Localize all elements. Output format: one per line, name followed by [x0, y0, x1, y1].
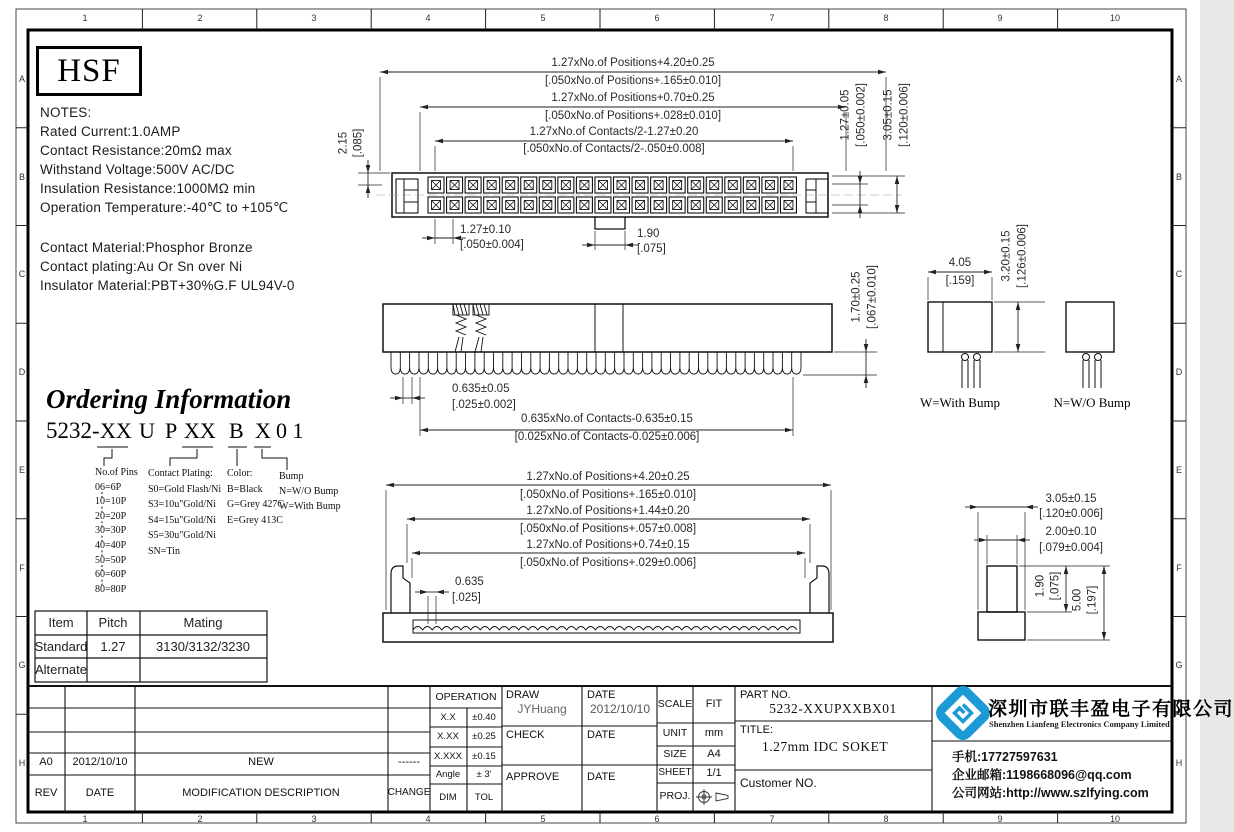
- dim-label: 0.635xNo.of Contacts-0.635±0.15: [521, 413, 693, 425]
- frame-col: 4: [425, 814, 431, 824]
- pn-part-plating: XX: [184, 418, 216, 443]
- dim-label: [.050±0.004]: [460, 239, 524, 251]
- color-item: E=Grey 413C: [227, 514, 283, 526]
- tol-row-value: ±0.40: [472, 712, 496, 723]
- tol-row-label: X.X: [440, 712, 456, 723]
- tol-row-label: X.XX: [437, 731, 459, 742]
- unit-label: UNIT: [662, 727, 688, 739]
- bump-item: W=With Bump: [279, 501, 341, 512]
- frame-col: 5: [540, 13, 546, 23]
- dim-label: 3.05±0.15: [1045, 493, 1097, 505]
- dim-label: [.120±0.006]: [898, 83, 911, 147]
- dim-label: 3.20±0.15: [1000, 230, 1013, 282]
- frame-col: 8: [883, 13, 889, 23]
- dim-label: [.050xNo.of Contacts/2-.050±0.008]: [523, 143, 705, 155]
- company-name-en: Shenzhen Lianfeng Electronics Company Limited: [989, 719, 1170, 729]
- dim-label: [.085]: [352, 128, 365, 158]
- note-line: Rated Current:1.0AMP: [40, 124, 181, 139]
- bump-header: Bump: [279, 471, 304, 482]
- color-item: B=Black: [227, 483, 263, 495]
- size-label: SIZE: [663, 748, 687, 760]
- frame-col: 1: [82, 13, 88, 23]
- frame-col: 2: [197, 13, 203, 23]
- frame-row: G: [1175, 660, 1183, 670]
- without-bump-pins: [1083, 354, 1102, 389]
- approve-date-label: DATE: [587, 771, 616, 783]
- material-line: Contact plating:Au Or Sn over Ni: [40, 259, 243, 274]
- pins-item: 10=10P: [95, 496, 127, 508]
- plating-item: S5=30u"Gold/Ni: [148, 530, 217, 541]
- frame-col: 6: [654, 13, 660, 23]
- rev-desc: NEW: [248, 756, 274, 768]
- note-line: Insulation Resistance:1000MΩ min: [40, 181, 256, 196]
- dim-label: 1.27xNo.of Contacts/2-1.27±0.20: [529, 126, 699, 138]
- frame-col: 1: [82, 814, 88, 824]
- part-no-label: PART NO.: [740, 689, 791, 701]
- company-name-cn: 深圳市联丰盈电子有限公司: [988, 699, 1234, 720]
- material-line: Contact Material:Phosphor Bronze: [40, 240, 253, 255]
- notes-title: NOTES:: [40, 105, 92, 120]
- size-value: A4: [707, 748, 721, 760]
- bump-column: [279, 469, 341, 514]
- draw-name: JYHuang: [517, 702, 567, 716]
- rev-header: REV: [34, 787, 58, 799]
- dim-label: 1.27xNo.of Positions+4.20±0.25: [526, 471, 690, 483]
- idc-contact-detail: [453, 304, 489, 352]
- note-line: Withstand Voltage:500V AC/DC: [40, 162, 235, 177]
- tol-col-label: TOL: [474, 792, 494, 803]
- plating-header: Contact Plating:: [148, 468, 213, 479]
- dim-label: [.075]: [1049, 571, 1062, 601]
- frame-row: C: [1175, 269, 1183, 279]
- sheet-value: 1/1: [706, 767, 722, 779]
- dim-label-text: [0.025xNo.of Contacts-0.025±0.006]: [512, 431, 703, 443]
- tol-row-value: ± 3': [476, 769, 492, 780]
- draw-date: 2012/10/10: [589, 702, 651, 716]
- dim-label-text: [.079±0.004]: [1036, 542, 1106, 554]
- frame-row: A: [1175, 74, 1183, 84]
- dim-label: [943, 275, 978, 288]
- hsf-logo: HSF: [36, 46, 142, 96]
- frame-row: D: [1175, 367, 1183, 377]
- frame-row: E: [1175, 465, 1183, 475]
- operation-header: OPERATION: [435, 691, 497, 703]
- draw-date-label: DATE: [587, 689, 616, 701]
- dim-label: 1.27xNo.of Positions+0.70±0.25: [551, 92, 715, 104]
- pins-item: 60=60P: [95, 569, 127, 581]
- pins-item: 06=6P: [95, 481, 122, 493]
- pins-item: 50=50P: [95, 554, 127, 566]
- dim-label: [512, 431, 703, 444]
- dim-label: [1036, 542, 1106, 555]
- plating-item: S3=10u"Gold/Ni: [148, 499, 217, 510]
- dim-label: 2.15: [337, 131, 350, 155]
- tol-row-value: ±0.25: [472, 731, 496, 742]
- frame-col: 3: [311, 13, 317, 23]
- dim-label: [.050xNo.of Positions+.165±0.010]: [519, 489, 697, 501]
- frame-row: H: [18, 758, 26, 768]
- table-cell: Standard: [34, 639, 88, 654]
- note-line: Contact Resistance:20mΩ max: [40, 143, 232, 158]
- scale-value: FIT: [705, 698, 723, 710]
- dim-label: [.050xNo.of Positions+.029±0.006]: [519, 557, 697, 569]
- approve-label: APPROVE: [506, 771, 560, 783]
- dim-label: 1.27±0.05: [839, 89, 852, 141]
- dim-label: 1.27xNo.of Positions+0.74±0.15: [526, 539, 690, 551]
- table-cell: 3130/3132/3230: [156, 639, 250, 654]
- pn-part-pins: XX: [100, 418, 132, 443]
- dim-label: 5.00: [1071, 588, 1084, 612]
- scale-label: SCALE: [657, 698, 693, 710]
- dim-label-text: [.159]: [943, 275, 978, 287]
- pn-part-bump: X: [255, 418, 271, 443]
- dim-label: 2.00±0.10: [1045, 526, 1097, 538]
- dim-label: [.050±0.002]: [855, 83, 868, 147]
- tol-row-value: ±0.15: [472, 751, 496, 762]
- pn-prefix: 5232-: [46, 418, 100, 443]
- dim-label: [.050xNo.of Positions+.028±0.010]: [544, 110, 722, 122]
- frame-col: 7: [769, 814, 775, 824]
- rev-date: 2012/10/10: [72, 756, 128, 768]
- dim-label: 1.90: [1034, 574, 1047, 598]
- dim-label: [1036, 508, 1106, 521]
- frame-col: 5: [540, 814, 546, 824]
- frame-col: 10: [1109, 13, 1121, 23]
- ordering-title: Ordering Information: [46, 384, 292, 414]
- frame-col: 3: [311, 814, 317, 824]
- frame-col: 8: [883, 814, 889, 824]
- table-cell: Alternate: [34, 662, 88, 677]
- frame-row: B: [1175, 172, 1183, 182]
- frame-col: 9: [997, 814, 1003, 824]
- projection-symbol: [696, 789, 728, 805]
- frame-row: F: [19, 563, 25, 573]
- color-column: [227, 466, 284, 528]
- company-logo-icon: [932, 682, 994, 744]
- frame-row: B: [18, 172, 26, 182]
- part-no-value: 5232-XXUPXXBX01: [769, 701, 897, 716]
- frame-row: F: [1176, 563, 1182, 573]
- pins-item: 40=40P: [95, 539, 127, 551]
- proj-label: PROJ.: [659, 790, 691, 802]
- dim-label: 0.635±0.05: [452, 383, 510, 395]
- dim-label: 1.70±0.25: [850, 271, 863, 323]
- frame-col: 2: [197, 814, 203, 824]
- dim-label: 1.27xNo.of Positions+1.44±0.20: [526, 505, 690, 517]
- pins-item: 30=30P: [95, 525, 127, 537]
- frame-col: 4: [425, 13, 431, 23]
- modification-header: MODIFICATION DESCRIPTION: [182, 787, 340, 799]
- table-header-pitch: Pitch: [98, 615, 128, 630]
- customer-no-label: Customer NO.: [740, 776, 817, 790]
- title-label: TITLE:: [740, 724, 774, 736]
- with-bump-pins: [962, 354, 981, 389]
- note-line: Operation Temperature:-40℃ to +105℃: [40, 200, 289, 215]
- check-date-label: DATE: [587, 729, 616, 741]
- pins-item: 20=20P: [95, 510, 127, 522]
- dim-label: 1.27±0.10: [460, 224, 512, 236]
- frame-col: 6: [654, 814, 660, 824]
- dim-label: [.197]: [1086, 585, 1099, 615]
- latch-left: [391, 566, 410, 613]
- wave-strip: [413, 627, 797, 631]
- tol-row-label: Angle: [435, 769, 461, 780]
- color-header: Color:: [227, 468, 253, 479]
- frame-col: 7: [769, 13, 775, 23]
- pn-part: P: [165, 418, 178, 443]
- without-bump-label: N=W/O Bump: [1053, 395, 1131, 410]
- dim-label: [.067±0.010]: [866, 265, 879, 329]
- rev-value: A0: [39, 756, 53, 768]
- bump-item: N=W/O Bump: [279, 486, 339, 497]
- rev-change: ------: [398, 756, 420, 768]
- frame-row: C: [18, 269, 26, 279]
- frame-row: G: [18, 660, 26, 670]
- color-item: G=Grey 427C: [227, 499, 285, 510]
- frame-row: D: [18, 367, 26, 377]
- dim-label: [.050xNo.of Positions+.057±0.008]: [519, 523, 697, 535]
- plating-item: S0=Gold Flash/Ni: [148, 483, 222, 495]
- with-bump-label: W=With Bump: [919, 395, 1001, 410]
- material-line: Insulator Material:PBT+30%G.F UL94V-0: [40, 278, 295, 293]
- company-website: 公司网站:http://www.szlfying.com: [952, 786, 1149, 800]
- dim-label: 1.90: [637, 228, 660, 240]
- dim-label: [.075]: [637, 243, 666, 255]
- company-email: 企业邮箱:1198668096@qq.com: [952, 768, 1132, 782]
- frame-col: 9: [997, 13, 1003, 23]
- dim-label: [.126±0.006]: [1016, 224, 1029, 288]
- table-header-mating: Mating: [183, 615, 223, 630]
- date-header: DATE: [85, 787, 115, 799]
- change-header: CHANGE: [387, 787, 431, 798]
- sheet-label: SHEET: [658, 767, 692, 778]
- dim-label: 4.05: [948, 257, 972, 269]
- frame-row: H: [1175, 758, 1183, 768]
- idc-teeth: [391, 352, 801, 374]
- plating-item: SN=Tin: [148, 545, 180, 557]
- pn-part-color: B: [229, 418, 244, 443]
- dim-label: 1.27xNo.of Positions+4.20±0.25: [551, 57, 715, 69]
- dim-label-text: [.120±0.006]: [1036, 508, 1106, 520]
- plating-column: [148, 466, 221, 559]
- drawing-title: 1.27mm IDC SOKET: [762, 739, 889, 754]
- frame-col: 10: [1109, 814, 1121, 824]
- frame-row: A: [18, 74, 26, 84]
- latch-right: [810, 566, 829, 613]
- dim-label: [.025±0.002]: [452, 399, 516, 411]
- pins-column: [95, 466, 138, 597]
- draw-label: DRAW: [506, 689, 540, 701]
- dim-label: 0.635: [455, 576, 484, 588]
- dim-label: [.025]: [452, 592, 481, 604]
- company-phone: 手机:17727597631: [952, 750, 1058, 764]
- dim-col-label: DIM: [439, 792, 457, 803]
- table-cell: 1.27: [100, 639, 126, 654]
- pn-part: U: [139, 418, 155, 443]
- plating-item: S4=15u"Gold/Ni: [148, 514, 217, 526]
- unit-value: mm: [704, 727, 724, 739]
- dim-label: 3.05±0.15: [882, 89, 895, 141]
- check-label: CHECK: [506, 729, 545, 741]
- pn-part: 0 1: [276, 418, 304, 443]
- pins-item: 80=80P: [95, 583, 127, 595]
- tol-row-label: X.XXX: [434, 751, 462, 762]
- frame-row: E: [18, 465, 26, 475]
- dim-label: [.050xNo.of Positions+.165±0.010]: [544, 75, 722, 87]
- table-header-item: Item: [48, 615, 74, 630]
- pins-header: No.of Pins: [95, 467, 138, 478]
